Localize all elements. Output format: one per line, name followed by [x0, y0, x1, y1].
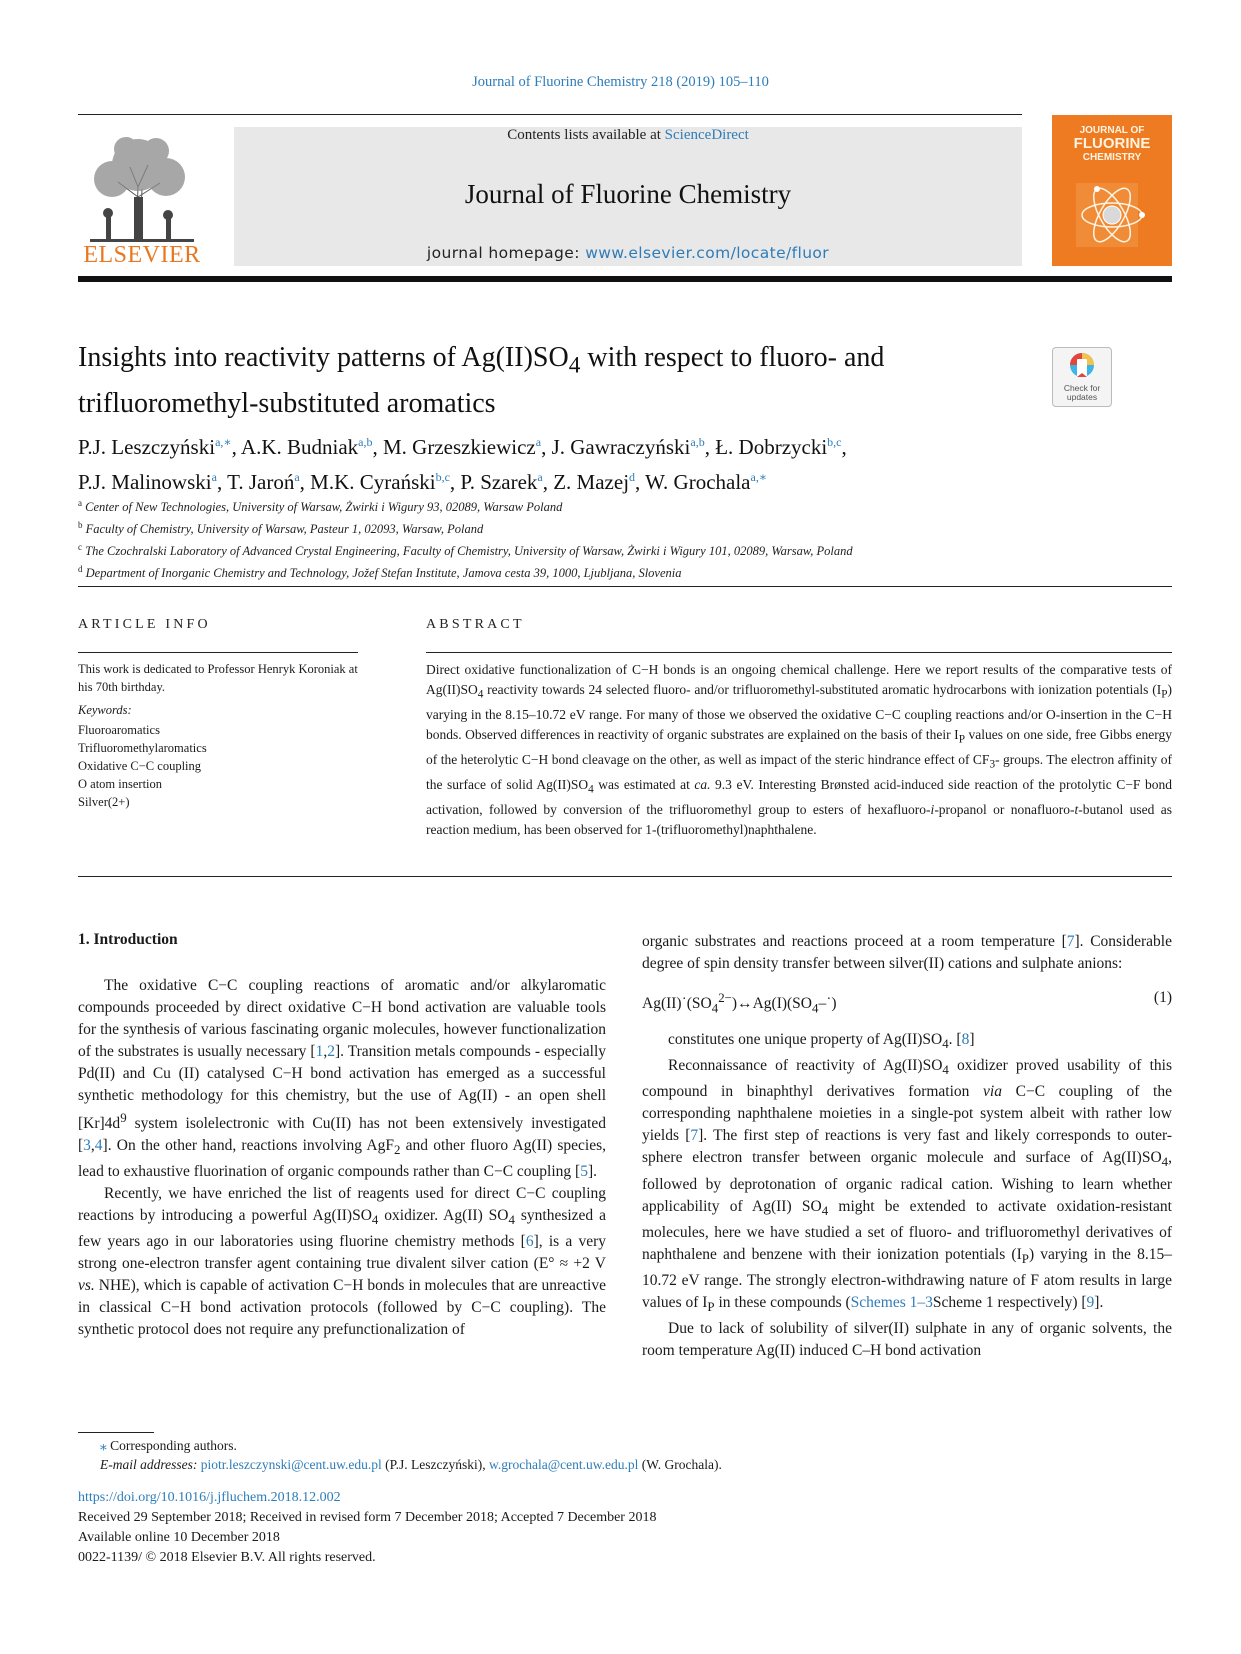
superscript: 2−: [718, 990, 732, 1005]
subscript: 4: [942, 1036, 949, 1052]
check-for-updates-button[interactable]: [1052, 347, 1112, 407]
affiliation-key: a: [78, 498, 82, 508]
author-name: T. Jaroń: [227, 470, 295, 494]
superscript: 9: [120, 1110, 127, 1125]
contents-available-line: [234, 127, 1022, 144]
text: ]: [969, 1031, 975, 1049]
sciencedirect-link[interactable]: ScienceDirect: [664, 127, 749, 143]
author-name: P. Szarek: [460, 470, 538, 494]
email-link[interactable]: w.grochala@cent.uw.edu.pl: [489, 1457, 639, 1472]
intro-paragraph-2: [78, 1183, 606, 1341]
text: ]. The first step of reactions is very fast and likely corresponds to outer-sphere electron transfer between organic molecule and surface of Ag(II)SO: [642, 1127, 1172, 1167]
abstract-bottom-divider: [78, 876, 1172, 877]
text: ]. On the other hand, reactions involving AgF: [102, 1137, 394, 1155]
affiliation-key: d: [78, 564, 83, 575]
homepage-prefix: journal homepage:: [426, 244, 586, 262]
abstract-segment: was estimated at: [593, 777, 695, 793]
body-left-column: [78, 975, 606, 1341]
header-thick-divider: [78, 276, 1172, 282]
author-name: M. Grzeszkiewicz: [382, 435, 536, 459]
journal-name: Journal of Fluorine Chemistry: [464, 179, 792, 209]
text: synthesized a few years ago in our laboratories using fluorine chemistry methods [: [78, 1207, 606, 1251]
author-affiliation-mark[interactable]: a,∗: [215, 435, 232, 449]
affiliation-list: [78, 494, 1172, 583]
text: constitutes one unique property of Ag(II)SO: [668, 1031, 943, 1049]
atom-icon: [1070, 173, 1154, 257]
text: (W. Grochala).: [638, 1457, 722, 1472]
cover-line-3: CHEMISTRY: [1082, 152, 1142, 163]
affiliation-text: Department of Inorganic Chemistry and Technology, Jožef Stefan Institute, Jamova cesta 39, 1000, Ljubljana, Slovenia: [85, 566, 682, 581]
affiliation-divider: [78, 586, 1172, 587]
affiliation-item: [78, 494, 1172, 516]
cover-line-1: JOURNAL OF: [1079, 125, 1145, 136]
subscript: 3: [989, 758, 996, 771]
author-name: P.J. Malinowski: [78, 470, 212, 494]
cover-line-2: FLUORINE: [1073, 135, 1151, 152]
scheme-link[interactable]: Schemes 1–3: [850, 1293, 933, 1311]
text: NHE), which is capable of activation C−H bonds in molecules that are unreactive in classical C−H bond activation protocols (followed by C−C coupling). The synthetic protocol does not require any prefunctionalization of: [78, 1277, 606, 1339]
author-affiliation-mark[interactable]: a,b: [690, 435, 705, 449]
intro-paragraph-4: [642, 1029, 1172, 1055]
abstract-segment: Direct oxidative functionalization of C−H bonds is an ongoing chemical challenge. Here we report results of the comparative tests of Ag(II)SO: [426, 662, 1172, 698]
author-name: A.K. Budniak: [240, 435, 359, 459]
intro-paragraph-5: [642, 1055, 1172, 1317]
abstract-segment: reactivity towards 24 selected fluoro- and/or trifluoromethyl-substituted aromatic hydrocarbons with ionization potentials (I: [483, 682, 1162, 698]
subscript: 4: [942, 1062, 949, 1078]
author-affiliation-mark[interactable]: b,c: [827, 435, 842, 449]
keyword-item: Oxidative C−C coupling: [78, 759, 202, 773]
italic-text: ca.: [694, 777, 711, 793]
email-addresses: [78, 1455, 1172, 1474]
author-affiliation-mark[interactable]: a,∗: [750, 470, 767, 484]
keyword-item: Trifluoromethylaromatics: [78, 741, 207, 755]
subscript: 4: [711, 1000, 719, 1016]
text: ]. Transition metals compounds - especially Pd(II) and Cu (II) catalysed C−H bond activation has emerged as a successful synthetic methodology for this chemistry, but the use of Ag(II) - an open shell [Kr]4d: [78, 1043, 606, 1133]
citation-link[interactable]: 5: [580, 1163, 588, 1181]
text: ]. Considerable degree of spin density transfer between silver(II) cations and sulphate anions:: [642, 933, 1172, 972]
publication-details: [78, 1488, 1172, 1568]
text: The oxidative C−C coupling reactions of aromatic and/or alkylaromatic compounds proceeded by direct oxidative C−H bond activation are valuable tools for the synthesis of various fascinating organic molecules, however functionalization of the substrates is usually necessary [: [78, 977, 606, 1060]
article-info-heading: ARTICLE INFO: [78, 617, 211, 632]
title-part-2: with respect to fluoro- and trifluoromethyl-substituted aromatics: [78, 342, 885, 419]
intro-paragraph-3: [642, 931, 1172, 975]
citation-link[interactable]: 7: [1066, 933, 1075, 950]
abstract-heading: ABSTRACT: [426, 617, 525, 632]
text: and other fluoro Ag(II) species, lead to exhaustive fluorination of organic compounds rather than C−C coupling [: [78, 1137, 606, 1181]
footnote-mark: ⁎: [100, 1438, 107, 1453]
text: system isolelectronic with Cu(II) has not been extensively investigated [: [78, 1115, 606, 1155]
text: –˙): [818, 995, 837, 1013]
affiliation-item: [78, 516, 1172, 538]
author-affiliation-mark[interactable]: a: [211, 470, 217, 484]
crossmark-icon: [1069, 352, 1095, 382]
text: oxidizer proved usability of this compound in binaphthyl derivatives formation: [642, 1057, 1172, 1101]
author-name: M.K. Cyrański: [310, 470, 436, 494]
intro-paragraph-1: [78, 975, 606, 1183]
italic-text: t: [1074, 801, 1079, 817]
author-name: P.J. Leszczyński: [78, 435, 216, 459]
author-name: J. Gawraczyński: [551, 435, 691, 459]
author-name: W. Grochala: [645, 470, 751, 494]
text: , followed by deprotonation of organic radical cation. Wishing to learn whether applicability of Ag(II) SO: [642, 1149, 1172, 1215]
abstract-segment: ) varying in the 8.15–10.72 eV range. For many of those we observed the oxidative C−C coupling reactions and/or O-insertion in the C−H bonds. Observed differences in reactivity of organic substrates are explained on the basis of their I: [426, 682, 1172, 743]
affiliation-key: b: [78, 520, 83, 531]
subscript: 4: [477, 688, 484, 701]
affiliation-item: [78, 560, 1172, 582]
abstract-segment: -butanol used as reaction medium, has been observed for 1-(trifluoromethyl)naphthalene.: [426, 801, 1172, 838]
subscript: 4: [371, 1212, 379, 1228]
intro-paragraph-6: Due to lack of solubility of silver(II) sulphate in any of organic solvents, the room temperature Ag(II) induced C–H bond activation: [642, 1319, 1172, 1359]
copyright-line: 0022-1139/ © 2018 Elsevier B.V. All rights reserved.: [78, 1550, 376, 1565]
keywords-label: Keywords:: [78, 703, 132, 717]
author-name: Ł. Dobrzycki: [715, 435, 828, 459]
equation-1: [642, 987, 1172, 1019]
text: organic substrates and reactions proceed at a room temperature [: [642, 933, 1067, 950]
subscript: P: [958, 733, 965, 746]
journal-cover-thumbnail[interactable]: [1052, 115, 1172, 266]
citation-link[interactable]: 2: [327, 1043, 335, 1060]
subscript: 4: [508, 1212, 515, 1228]
abstract-segment: values on one side, free Gibbs energy of the heterolytic C−H bond cleavage on the other, as well as impact of the steric hindrance effect of CF: [426, 727, 1172, 768]
doi-link[interactable]: https://doi.org/10.1016/j.jfluchem.2018.12.002: [78, 1490, 341, 1505]
author-affiliation-mark[interactable]: a,b: [358, 435, 373, 449]
citation-link[interactable]: 3: [83, 1137, 91, 1155]
affiliation-text: Center of New Technologies, University of Warsaw, Żwirki i Wigury 93, 02089, Warsaw Poland: [85, 500, 563, 515]
subscript: P: [1021, 1250, 1029, 1266]
section-heading-introduction: 1. Introduction: [78, 931, 178, 948]
text: (P.J. Leszczyński),: [381, 1457, 489, 1472]
email-link[interactable]: piotr.leszczynski@cent.uw.edu.pl: [200, 1457, 382, 1472]
text: Ag(II)˙(SO: [642, 995, 712, 1013]
subscript: 4: [821, 1202, 829, 1218]
affiliation-text: The Czochralski Laboratory of Advanced Crystal Engineering, Faculty of Chemistry, University of Warsaw, Żwirki i Wigury 101, 02089, Warsaw, Poland: [85, 544, 853, 559]
text: Reconnaissance of reactivity of Ag(II)SO: [668, 1057, 943, 1075]
contents-prefix: Contents lists available at: [507, 127, 665, 143]
italic-text: vs.: [78, 1277, 95, 1295]
citation-link[interactable]: 7: [690, 1127, 699, 1145]
affiliation-key: c: [78, 542, 82, 553]
keyword-list: [78, 721, 207, 811]
subscript: 2: [393, 1142, 401, 1158]
author-affiliation-mark[interactable]: d: [629, 470, 636, 484]
citation-link[interactable]: 4: [94, 1137, 103, 1155]
text: ], is a very strong one-electron transfer agent containing true divalent silver cation (E° ≈ +2 V: [78, 1233, 607, 1273]
subscript: 4: [588, 783, 594, 796]
text: in these compounds (: [714, 1293, 851, 1311]
abstract-text: [426, 660, 1172, 840]
abstract-segment: - groups. The electron affinity of the surface of solid Ag(II)SO: [426, 752, 1172, 793]
subscript: 4: [812, 1000, 819, 1016]
top-divider: [78, 114, 1022, 115]
text: Corresponding authors.: [106, 1438, 237, 1453]
text: Recently, we have enriched the list of reagents used for direct C−C coupling reactions by introducing a powerful Ag(II)SO: [78, 1185, 606, 1225]
article-title: [78, 339, 1008, 422]
online-date: Available online 10 December 2018: [78, 1530, 280, 1545]
body-right-column: [642, 931, 1172, 1362]
subscript: P: [1161, 688, 1168, 701]
equation-number: (1): [1153, 989, 1172, 1006]
keyword-item: O atom insertion: [78, 777, 163, 791]
text: might be extended to activate oxidation-resistant molecules, here we have studied a set of fluoro- and trifluoromethyl derivatives of naphthalene and benzene with their ionization potentials (I: [642, 1197, 1172, 1263]
keyword-item: Fluoroaromatics: [78, 723, 160, 737]
author-affiliation-mark[interactable]: a: [535, 435, 542, 449]
subscript: 4: [1161, 1154, 1169, 1170]
text: ,: [323, 1043, 328, 1060]
text: oxidizer. Ag(II) SO: [378, 1207, 509, 1225]
received-dates: Received 29 September 2018; Received in revised form 7 December 2018; Accepted 7 December 2018: [78, 1510, 657, 1525]
author-list: P.J. Leszczyński$^{a,∗}$, A.K. Budniak$^{a,b}$, M. Grzeszkiewicz$^a$, J. Gawraczyński$^{a,b}$, Ł. Dobrzycki$^{b,c}$, P.J. Malinowski$^a$, T. Jaroń$^a$, M.K. Cyrański$^{b,c}$, P. Szarek$^a$, Z. Mazej$^d$, W. Grochala$^{a,∗}$: [78, 435, 847, 494]
text: )↔Ag(I)(SO: [731, 995, 812, 1013]
journal-homepage-line: [234, 244, 1022, 262]
elsevier-wordmark: ELSEVIER: [83, 242, 201, 268]
article-info-divider: [78, 652, 358, 653]
crossmark-label: Check for updates: [1063, 383, 1101, 402]
italic-text: via: [983, 1083, 1002, 1101]
footnote-divider: [78, 1432, 154, 1433]
cover-title: [1052, 125, 1172, 163]
homepage-link[interactable]: www.elsevier.com/locate/fluor: [585, 244, 830, 262]
affiliation-item: [78, 538, 1172, 560]
subscript: P: [707, 1298, 715, 1314]
author-affiliation-mark[interactable]: a: [294, 470, 300, 484]
journal-citation-link[interactable]: Journal of Fluorine Chemistry 218 (2019) 105–110: [472, 74, 769, 90]
citation-link[interactable]: 8: [961, 1031, 970, 1049]
citation-link[interactable]: 9: [1086, 1293, 1095, 1311]
abstract-segment: 9.3 eV. Interesting Brønsted acid-induced side reaction of the protolytic C−F bond activation, followed by conversion of the trifluoromethyl group to esters of hexafluoro-: [426, 777, 1172, 817]
keyword-item: Silver(2+): [78, 795, 130, 809]
citation-link[interactable]: 6: [525, 1233, 534, 1251]
text: Scheme 1 respectively) [: [932, 1293, 1087, 1311]
citation-link[interactable]: 1: [315, 1043, 324, 1060]
abstract-segment: -propanol or nonafluoro-: [934, 801, 1075, 817]
text: . [: [948, 1031, 962, 1049]
text: ].: [587, 1163, 597, 1181]
email-label: E-mail addresses:: [100, 1457, 198, 1472]
footnotes: [78, 1436, 1172, 1474]
title-part-1: Insights into reactivity patterns of Ag(II)SO: [78, 342, 569, 373]
author-affiliation-mark[interactable]: a: [537, 470, 543, 484]
text: C−C coupling of the corresponding naphthalene moieties in a single-pot system albeit with rather low yields [: [642, 1083, 1172, 1145]
italic-text: i: [930, 801, 935, 817]
author-affiliation-mark[interactable]: b,c: [435, 470, 450, 484]
abstract-divider: [426, 652, 1172, 653]
dedication-note: This work is dedicated to Professor Henryk Koroniak at his 70th birthday.: [78, 662, 358, 694]
equation-body: [642, 987, 837, 1019]
text: ) varying in the 8.15–10.72 eV range. The strongly electron-withdrawing nature of F atom results in large values of I: [642, 1245, 1172, 1311]
text: ].: [1094, 1293, 1104, 1311]
corresponding-author-note: [78, 1436, 1172, 1455]
author-name: Z. Mazej: [553, 470, 630, 494]
title-subscript: 4: [568, 352, 581, 379]
affiliation-text: Faculty of Chemistry, University of Warsaw, Pasteur 1, 02093, Warsaw, Poland: [85, 522, 484, 537]
text: ,: [90, 1137, 95, 1155]
